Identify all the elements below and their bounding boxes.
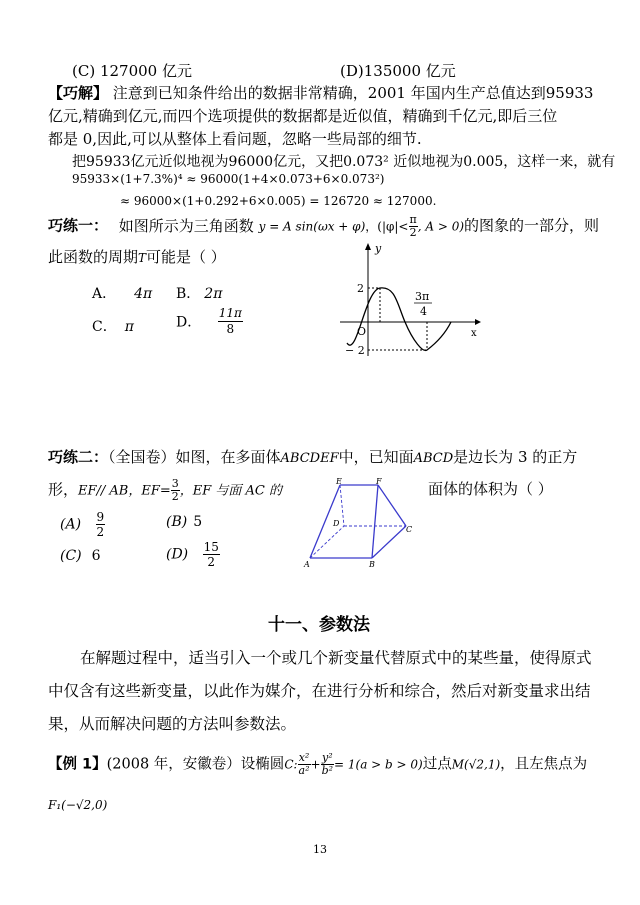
qiaojie-eq1: 95933×(1+7.3%)⁴ ≈ 96000(1+4×0.073+6×0.073²) [72, 172, 385, 186]
ex1-cond-b: , A > 0) [417, 219, 465, 234]
option-c: (C) 127000 亿元 [72, 62, 192, 80]
ex1-label: 巧练一： [48, 216, 109, 235]
graph-x-label: x [471, 328, 477, 339]
ex1-func: y = A sin(ωx + φ) [258, 219, 366, 234]
edge-fc [378, 485, 406, 526]
example1-line: 【例 1】(2008 年，安徽卷）设椭圆C: $\frac{\text{x²}}{\text{a²}}$ + $\frac{\text{y²}}{\text{b²}}$ = 1(a > b > 0)过点M(√2,1)，且左焦点为 [48, 751, 588, 777]
option-d: (D)135000 亿元 [340, 62, 456, 80]
label-b: B [369, 560, 375, 569]
section-para3: 果，从而解决问题的方法叫参数法。 [48, 715, 297, 733]
example1-focus: F₁(−√2,0) [48, 798, 108, 812]
ex1-text-b: 的图象的一部分，则 [464, 216, 600, 235]
ellipse-y-frac: $\frac{\text{y²}}{\text{b²}}$ [321, 751, 334, 777]
ex1-option-a: A． 4π [92, 286, 153, 302]
ex2-line1: 巧练二：（全国卷）如图，在多面体ABCDEF中，已知面ABCD是边长为 3 的正方 [48, 448, 578, 466]
qiaojie-line1 [48, 82, 593, 103]
graph-tick-pos: 2 [357, 282, 364, 295]
qiaojie-line4: 把95933亿元近似地视为96000亿元，又把0.073² 近似地视为0.005，这样一来，就有 [72, 154, 616, 170]
section-title: 十一、参数法 [268, 615, 370, 635]
graph-x-arrow [475, 319, 481, 325]
page-number: 13 [313, 843, 327, 856]
edge-ad [310, 526, 344, 558]
ex1-text-a: 如图所示为三角函数 [118, 216, 254, 235]
graph-origin: O [357, 325, 367, 338]
graph-y-arrow [365, 243, 371, 250]
ex2-option-a: (A) $\frac{9}{2}$ [60, 510, 105, 539]
ex1-period-var: T [138, 251, 147, 265]
ex1-line2: 此函数的周期T可能是（ ） [48, 248, 226, 266]
ex1-cond-frac: $\frac{\pi}{2}$ [409, 213, 417, 239]
ex1-option-c: C． π [92, 319, 134, 335]
ex2-option-b: (B) 5 [166, 514, 203, 530]
qiaojie-text1: 注意到已知条件给出的数据非常精确，2001 年国内生产总值达到95933 [112, 84, 594, 102]
qiaojie-line2: 亿元,精确到亿元,而四个选项提供的数据都是近似值，精确到千亿元,即后三位 [48, 107, 558, 125]
label-e: E [336, 477, 342, 486]
ex1-cond-a: ，(|φ|< [365, 219, 409, 234]
polyhedron-figure [296, 476, 416, 572]
ellipse-x-frac: $\frac{\text{x²}}{\text{a²}}$ [298, 751, 310, 777]
sine-graph [335, 238, 485, 363]
ex2-frac: $\frac{3}{2}$ [171, 477, 179, 503]
ex2-option-c: (C) 6 [60, 548, 101, 564]
qiaojie-label: 【巧解】 [48, 84, 109, 102]
ex1-option-d-frac: $\frac{11\pi}{8}$ [218, 306, 242, 336]
ex1-option-d: D． $\frac{11\pi}{8}$ [176, 306, 242, 336]
label-c: C [406, 525, 413, 534]
label-f: F [376, 477, 382, 486]
ex2-label: 巧练二： [48, 448, 109, 466]
qiaojie-line3: 都是 0,因此,可以从整体上看问题，忽略一些局部的细节. [48, 130, 422, 148]
edge-ed [340, 485, 344, 526]
graph-tick-neg: − 2 [345, 344, 365, 357]
ex1-line1 [48, 214, 599, 239]
label-a: A [304, 560, 310, 569]
graph-y-label: y [375, 242, 382, 255]
ex1-option-b: B． 2π [176, 286, 223, 302]
example1-label: 【例 1】 [48, 756, 107, 773]
sine-curve [347, 288, 451, 351]
section-para2: 中仅含有这些新变量，以此作为媒介，在进行分析和综合，然后对新变量求出结 [48, 682, 591, 700]
ex2-line2-end: 面体的体积为（ ） [428, 480, 553, 498]
edge-fb [372, 485, 378, 558]
qiaojie-eq2: ≈ 96000×(1+0.292+6×0.005) = 126720 ≈ 127000. [120, 194, 437, 208]
ex2-option-d: (D) $\frac{15}{2}$ [166, 540, 219, 569]
edge-bc [372, 526, 406, 558]
ex2-line2: 形，EF// AB，EF= $\frac{3}{2}$ ，EF 与面 AC 的 [48, 477, 283, 503]
label-d: D [333, 519, 340, 528]
graph-mark-num: 3π [415, 290, 430, 303]
graph-mark-den: 4 [420, 305, 427, 318]
section-para1: 在解题过程中，适当引入一个或几个新变量代替原式中的某些量，使得原式 [80, 649, 592, 667]
